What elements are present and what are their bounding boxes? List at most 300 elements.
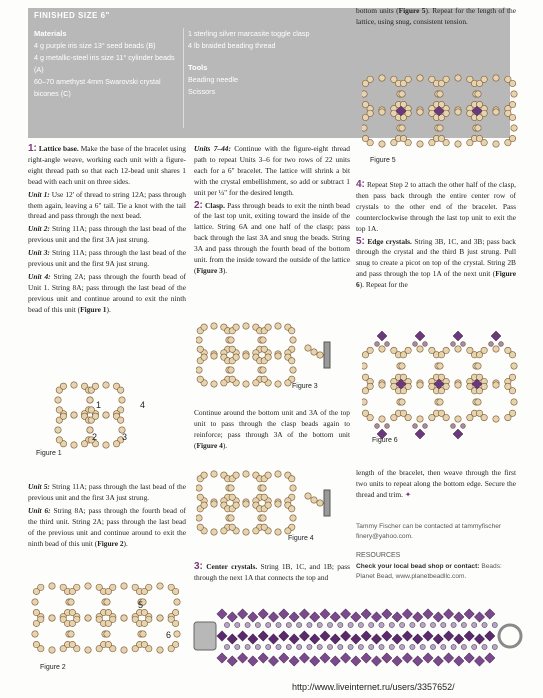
crystal [248,612,258,622]
bead [369,644,374,649]
figure-2-label: Figure 2 [40,664,66,671]
bead [389,644,394,649]
bead [261,346,267,352]
bead [197,494,203,500]
bead [228,485,234,491]
unit-heading: Unit 4: [28,271,51,281]
crystal [310,634,320,644]
bead [509,114,515,120]
unit-text: String 11A; pass through the last bead of the previous unit and the first 3A just strung. [28,482,186,502]
bead [229,346,235,352]
step-text: bottom units ( [356,6,399,15]
bead [157,583,163,589]
bead [476,410,482,416]
bead [362,399,367,405]
bead [511,91,517,97]
bead [81,441,87,447]
crystal [320,631,330,641]
bead [233,472,239,478]
bead [289,476,295,482]
crystal [454,634,464,644]
crystal [371,634,381,644]
bead [197,346,203,352]
bead [375,342,380,347]
instructions-column-3-end [356,468,516,503]
bead [417,382,423,388]
crystal [382,631,392,641]
bead [399,125,405,131]
crystal [340,631,350,641]
bead [362,363,367,369]
figure-6-label: Figure 6 [372,437,398,444]
crystal [392,634,402,644]
bead [290,367,296,373]
bead [221,380,227,386]
bead [405,347,411,353]
instructions-column-3 [356,6,516,30]
continue-paragraph [194,408,350,452]
bead [174,599,180,605]
bead [71,412,77,418]
crystal [289,612,299,622]
crystal [340,609,350,619]
crystal [227,656,237,666]
bead [265,502,271,508]
step-heading: Lattice base. [38,144,79,153]
bead [196,367,202,373]
bead [429,414,435,420]
bead [201,354,207,360]
bead [358,644,363,649]
units-7-44-paragraph [194,144,350,199]
bead [260,515,266,521]
bead [493,382,499,388]
crystal [279,631,289,641]
bead [472,644,477,649]
bead [110,584,116,590]
step-text: String 1B, 1C, and 1B; pass through the next 1A that connects the top and [194,562,350,582]
bead [475,125,481,131]
bead [413,342,418,347]
material-item: 4 g metallic-steel iris size 11° cylinder beads (A) [34,53,175,74]
bead [423,342,428,347]
bead [266,644,271,649]
unit-heading: Unit 1: [28,189,50,199]
bead [420,644,425,649]
bead [367,347,373,353]
bead [96,645,102,651]
bead [233,502,239,508]
unit-text: Continue with the figure-eight thread path to repeat Units 3–6 for two rows of 22 units each for a 6" bracelet. The lattice will shrink a bit with the crystal embellishment, so add or subtract 1 unit per ¼" for the desired length. [194,144,350,197]
bead [229,524,235,530]
bead [255,622,260,627]
crystal [474,612,484,622]
crystal [392,656,402,666]
bead [261,524,267,530]
figure-3-diagram [196,322,352,388]
crystal [371,656,381,666]
bead [423,424,428,429]
fig1-unit-number: 4 [140,400,146,410]
bead [121,583,127,589]
crystal [289,634,299,644]
crystal [258,609,268,619]
figure-1-diagram [34,378,164,458]
clasp-bar [324,490,330,516]
bead [289,358,295,364]
bead [74,584,80,590]
bead [32,631,38,637]
figure-reference: Figure 5 [398,6,426,15]
bead [132,645,138,651]
bead [243,529,249,535]
bead [253,380,259,386]
bead [492,644,497,649]
bead [420,622,425,627]
bracelet-photo [192,600,526,672]
bead [275,471,281,477]
crystal [351,634,361,644]
unit-text: String 11A; pass through the last bead of the previous unit and the first 9A just strung. [28,248,186,269]
bead [379,346,385,352]
bead [430,644,435,649]
bead [391,414,397,420]
bead [338,644,343,649]
bead [229,376,235,382]
crystal [217,609,227,619]
bead [493,109,499,115]
materials-right-column [188,28,338,98]
bead [260,337,266,343]
bead [348,644,353,649]
crystal [299,653,309,663]
crystal [371,612,381,622]
bead [505,414,511,420]
bead [243,323,249,329]
bead [509,388,515,394]
step-text: Continue around the bottom unit and 3A of the top unit to pass through the clasp beads again to reinforce; pass through 3A of the bottom unit ( [194,408,350,450]
material-item: 1 sterling silver marcasite toggle clasp [188,29,310,38]
crystal [433,612,443,622]
bead [451,342,456,347]
bead [399,91,405,97]
bead [417,416,423,422]
bead [311,497,317,503]
bead [49,583,55,589]
bead [461,342,466,347]
source-url: http://www.liveinternet.ru/users/3357652/ [292,682,455,692]
bead [451,424,456,429]
bead [391,139,397,145]
resources-bold: Check your local bead shop or contact: [356,563,480,570]
clasp-ring [499,625,521,647]
bead [71,442,77,448]
bead [49,615,55,621]
bead [375,424,380,429]
bead [362,101,368,107]
fig1-unit-number: 3 [122,432,128,442]
bead [476,135,482,141]
bead [211,381,217,387]
bead [157,615,163,621]
bead [104,599,110,605]
bead [385,342,390,347]
instructions-column-2-step3 [194,562,350,586]
bead [413,424,418,429]
bead [119,397,125,403]
bead [417,75,423,81]
bead [224,644,229,649]
bead [157,647,163,653]
bead [201,502,207,508]
bead [437,125,443,131]
bead [511,125,517,131]
bead [68,631,74,637]
step-text-end: ). [222,265,228,275]
bead [400,622,405,627]
crystal [415,331,425,341]
bead [317,644,322,649]
bead [196,337,202,343]
bead [285,380,291,386]
crystal [454,656,464,666]
step-3-continued [356,6,516,28]
bead [60,645,66,651]
bead [461,644,466,649]
crystal [351,656,361,666]
crystal [289,656,299,666]
bead [317,500,323,506]
bead [327,644,332,649]
unit-2-paragraph [28,224,186,246]
crystal [443,631,453,641]
bead [285,528,291,534]
bead [385,424,390,429]
instructions-column-3-steps [356,180,516,293]
bead [201,324,207,330]
bead [437,91,443,97]
bead [197,376,203,382]
unit-5-paragraph [28,482,186,504]
bead [399,363,405,369]
bead [243,501,249,507]
crystal [217,631,227,641]
bead [265,324,271,330]
bead [275,323,281,329]
bead [276,622,281,627]
bead [400,410,406,416]
crystal [340,653,350,663]
bead [475,399,481,405]
bead [55,427,61,433]
unit-text: String 11A; pass through the last bead of the previous unit and the first 3A just strung. [28,224,186,245]
bead [290,515,296,521]
bead [290,485,296,491]
end-mark-icon: ✦ [404,489,412,499]
crystal [227,612,237,622]
bead [472,622,477,627]
bead [305,345,311,351]
step-number: 5: [356,235,365,247]
bead [121,647,127,653]
bead [211,471,217,477]
crystal [402,609,412,619]
bead [105,609,111,615]
step-text-end: ). Repeat for the [359,280,408,290]
step-text: String 3B, 1C, and 3B; pass back through the crystal and the third B just strung. Pull snug to create a picot on top of the crystal. String 2B and pass through the top 1A of the next unit ( [356,236,516,279]
crystal [382,609,392,619]
bead [348,622,353,627]
bead [305,493,311,499]
bead [317,622,322,627]
crystal [392,612,402,622]
bead [437,363,443,369]
crystal [310,612,320,622]
crystal [279,609,289,619]
bead [467,139,473,145]
crystal [351,612,361,622]
clasp-bar [194,622,216,650]
bead [499,342,504,347]
step-2-paragraph [194,201,350,277]
bead [235,644,240,649]
bead [429,139,435,145]
bead [399,399,405,405]
crystal [299,631,309,641]
bead [103,382,109,388]
crystal [443,609,453,619]
bead [367,110,373,116]
bead [379,75,385,81]
bead [430,622,435,627]
crystal [377,331,387,341]
figure-2-diagram [30,578,188,660]
fig1-unit-number: 2 [92,432,98,442]
crystal [453,331,463,341]
bead [105,641,111,647]
crystal [415,429,425,439]
bead [379,382,385,388]
materials-divider [183,28,184,128]
bead [438,135,444,141]
bead [243,381,249,387]
bead [362,410,368,416]
bead [168,645,174,651]
step-number: 1: [28,143,37,154]
step-number: 4: [356,179,365,190]
resources-text: Beads: Planet Bead, www.planetbeadllc.com. [356,563,502,580]
bead [229,494,235,500]
bead [379,141,385,147]
material-item: 60–70 amethyst 4mm Swarovski crystal bicones (C) [34,77,161,98]
step-text: Repeat Step 2 to attach the other half of the clasp, then pass back through the entire center row of crystals to the other end of the bracelet. Pass counterclockwise through the last top unit to exit the top 1A. [356,180,516,233]
crystal [227,634,237,644]
bead [60,413,66,419]
fig2-unit-number: 6 [166,630,172,640]
bead [482,644,487,649]
bead [260,485,266,491]
bead [33,641,39,647]
bead [276,644,281,649]
bead [71,382,77,388]
step-text: Make the base of the bracelet using right-angle weave, working each unit with a figure-eight thread path so that each 12-bead unit shares 1 bead with each unit on three sides. [28,144,186,186]
bead [481,347,487,353]
bead [379,109,385,115]
bead [461,622,466,627]
crystal [474,656,484,666]
bead [275,381,281,387]
unit-text: String 2A; pass through the fourth bead of Unit 1. String 8A; pass through the last bead of the previous unit and continue around to exit the ninth bead of this unit ( [28,271,186,314]
bead [56,437,62,443]
finished-size-title: FINISHED SIZE 6" [34,11,110,20]
bead [509,352,515,358]
instructions-column-1 [28,144,186,318]
unit-text-end: ). [123,538,128,548]
bead [197,524,203,530]
crystal [413,612,423,622]
bead [475,91,481,97]
step-heading: Clasp. [205,200,225,210]
figure-5-label: Figure 5 [370,157,396,164]
bead [511,399,517,405]
instructions-column-2-cont [194,408,350,454]
bead [174,631,180,637]
step-number: 3: [194,561,203,572]
bead [228,515,234,521]
crystal [464,609,474,619]
bead [235,622,240,627]
bead [253,528,259,534]
bead [103,412,109,418]
bead [68,599,74,605]
bead [410,622,415,627]
bead [275,529,281,535]
bead [410,644,415,649]
crystal [413,634,423,644]
clasp-bar [324,342,330,368]
crystal [237,653,247,663]
step-text: length of the bracelet, then weave through the first two units to repeat along the bottom edge. Secure the thread and trim. [356,468,516,499]
bead [311,349,317,355]
bead [275,501,281,507]
bead [505,139,511,145]
crystal [382,653,392,663]
bead [228,367,234,373]
crystal [443,653,453,663]
step-text: Pass through beads to exit the ninth bead of the last top unit, exiting toward the inside of the lattice. String 6A and one half of the clasp; pass back through the last 3A and snug the beads. String 3A and pass through the fourth bead of the bottom unit. from the inside toward the outside of the lattice ( [194,200,350,275]
bead [211,323,217,329]
bead [87,397,93,403]
unit-1-paragraph [28,190,186,223]
crystal [237,609,247,619]
bead [482,622,487,627]
bead [417,109,423,115]
bead [69,609,75,615]
resources-body [356,562,521,582]
bead [493,75,499,81]
crystal [258,653,268,663]
crystal [491,331,501,341]
crystal [423,631,433,641]
crystal [320,653,330,663]
bead [286,622,291,627]
bead [103,442,109,448]
unit-text: Use 12' of thread to string 12A; pass through them again, leaving a 6" tail. Tie a knot with the tail thread and pass through the next bead. [28,189,186,221]
bead [49,647,55,653]
bead [379,644,384,649]
bead [146,584,152,590]
bead [327,622,332,627]
